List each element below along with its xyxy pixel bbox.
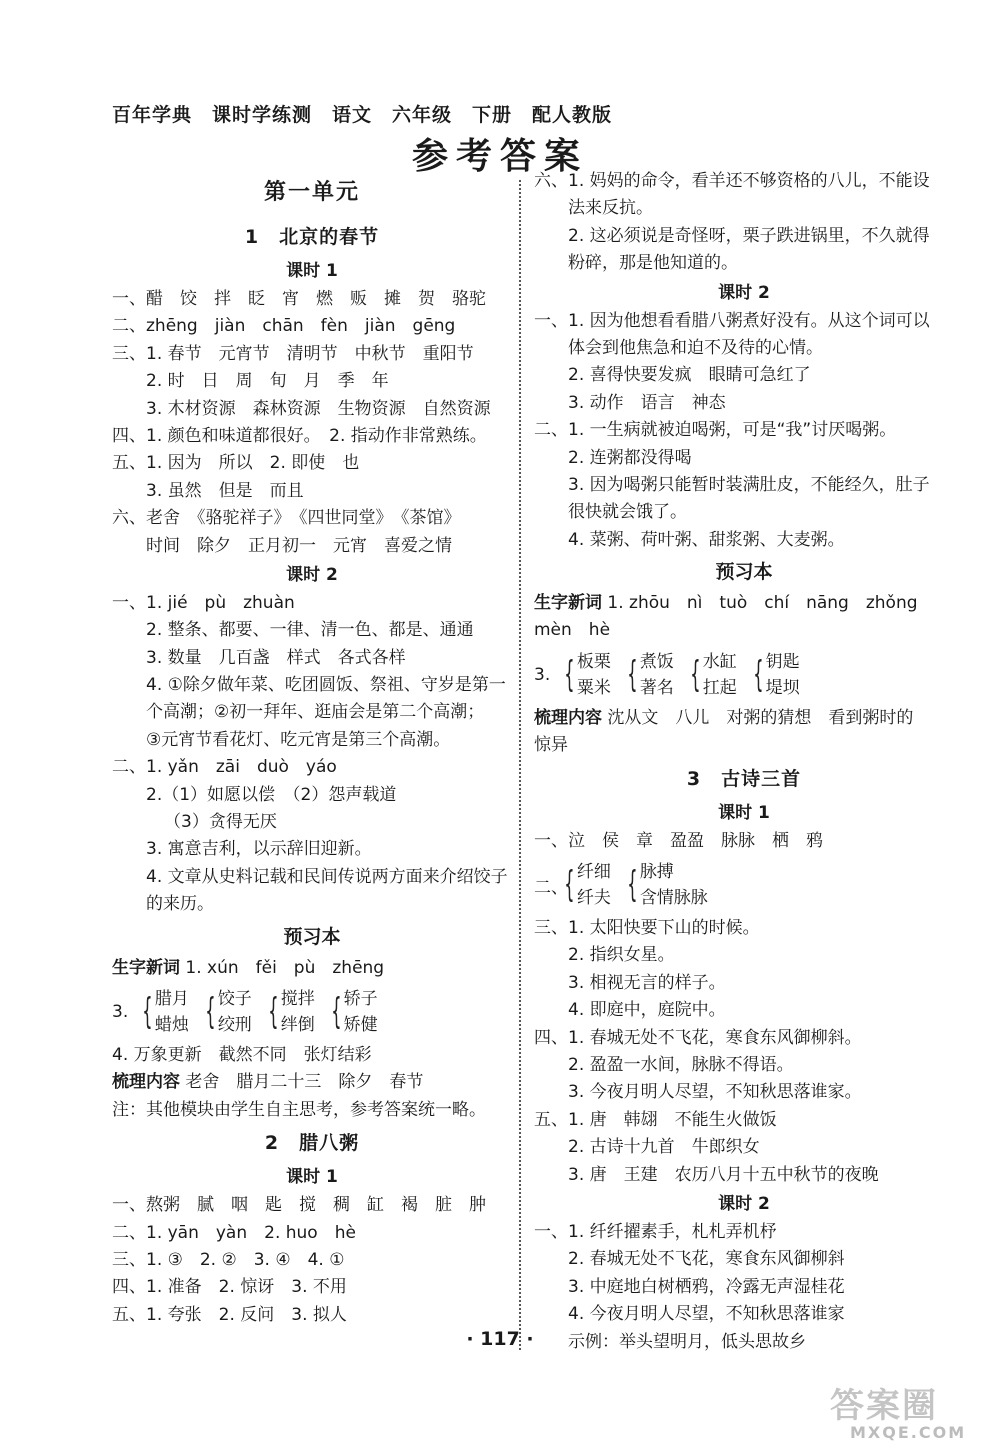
book-header: 百年学典 课时学练测 语文 六年级 下册 配人教版 [112, 104, 613, 126]
answer-line [112, 313, 512, 340]
line-text: 3. 中庭地白树栖鸦，冷露无声湿桂花 [568, 1276, 845, 1297]
class-heading: 课时 2 [718, 1193, 770, 1214]
line-text: 三、1. ③ 2. ② 3. ④ 4. ① [112, 1249, 345, 1270]
group-number: 3. [534, 664, 551, 685]
line-text: 一、1. 因为他想看看腊八粥煮好没有。从这个词可以 [534, 310, 930, 331]
line-text: 很快就会饿了。 [568, 502, 687, 523]
line-text: 4. 文章从史料记载和民间传说两方面来介绍饺子 [146, 866, 508, 887]
line-label: 生字新词 [112, 957, 180, 978]
pair-stack [281, 986, 315, 1038]
brace-glyph: { [627, 864, 638, 906]
group-number: 二、 [534, 877, 568, 898]
pair-word: 扛起 [702, 677, 737, 698]
line-text: 2. 这必须说是奇怪呀，栗子跌进锅里，不久就得 [568, 225, 930, 246]
line-text: 3. 木材资源 森林资源 生物资源 自然资源 [146, 398, 491, 419]
brace-glyph: { [627, 653, 638, 695]
pair-stack [577, 649, 611, 701]
bracket-pair [136, 986, 189, 1038]
bracket-pair [262, 986, 315, 1038]
brace-glyph: { [205, 990, 216, 1032]
watermark-logo [830, 1378, 990, 1440]
bracket-group [112, 984, 512, 1040]
line-text: 4. 即庭中，庭院中。 [568, 1000, 726, 1021]
lesson-heading: 2 腊八粥 [264, 1132, 360, 1155]
answer-line [534, 1107, 954, 1134]
line-text: 注：其他模块由学生自主思考，参考答案统一略。 [112, 1099, 486, 1120]
pair-word: 脉搏 [639, 862, 674, 883]
answer-line [112, 699, 512, 726]
line-text: ③元宵节看花灯、吃元宵是第三个高潮。 [146, 729, 451, 750]
line-text: 2. 喜得快要发疯 眼睛可急红了 [568, 365, 811, 386]
answer-line [534, 617, 954, 644]
bracket-pair [621, 859, 708, 911]
class-heading: 课时 2 [286, 564, 338, 585]
answer-line [534, 828, 954, 855]
bracket-pair [747, 649, 800, 701]
line-text: 3. 唐 王建 农历八月十五中秋节的夜晚 [568, 1164, 879, 1185]
answer-line [534, 499, 954, 526]
answer-line [112, 727, 512, 754]
answer-line [534, 732, 954, 759]
class-heading: 课时 1 [286, 261, 338, 281]
pair-stack [640, 859, 708, 911]
pair-word: 纤夫 [576, 888, 611, 909]
line-text: 3. 今夜月明人尽望，不知秋思落谁家。 [568, 1082, 862, 1103]
line-text: 3. 数量 几百盏 样式 各式各样 [146, 647, 406, 668]
answer-line [112, 864, 512, 891]
answer-line [534, 250, 954, 277]
pair-stack [155, 986, 189, 1038]
line-text: 二、zhēng jiàn chān fèn jiàn gēng [112, 316, 456, 337]
line-text: 时间 除夕 正月初一 元宵 喜爱之情 [146, 535, 452, 556]
line-text: 粉碎，那是他知道的。 [568, 253, 738, 274]
answer-line [534, 1025, 954, 1052]
group-number: 3. [112, 1001, 129, 1022]
line-text: 3. 因为喝粥只能暂时装满肚皮，不能经久，肚子 [568, 474, 930, 495]
brace-glyph: { [690, 653, 701, 695]
pair-stack [640, 649, 674, 701]
answer-line [112, 478, 512, 505]
line-text: 2. 盈盈一水间，脉脉不得语。 [568, 1054, 794, 1075]
lesson-heading: 1 北京的春节 [244, 226, 380, 248]
column-divider [519, 180, 521, 1350]
pair-word: 腊月 [154, 988, 189, 1009]
bracket-group [534, 647, 954, 703]
answer-line [534, 390, 954, 417]
brace-glyph: { [268, 990, 279, 1032]
bracket-pair [558, 649, 611, 701]
watermark-url: MXQE.COM [850, 1423, 967, 1442]
line-text: 4. 菜粥、荷叶粥、甜浆粥、大麦粥。 [568, 529, 845, 550]
line-text: 法来反抗。 [568, 198, 653, 219]
answer-line [112, 1220, 512, 1247]
pair-stack [344, 986, 378, 1038]
answer-line [534, 472, 954, 499]
pair-word: 蜡烛 [154, 1014, 189, 1035]
answer-line [112, 672, 512, 699]
line-text: 2. 春城无处不飞花，寒食东风御柳斜 [568, 1249, 845, 1270]
answer-line [534, 1246, 954, 1273]
page-number: · 117 · [466, 1328, 534, 1350]
line-text: 老舍 腊月二十三 除夕 春节 [185, 1072, 424, 1093]
line-text: （3）贪得无厌 [164, 812, 277, 833]
answer-line [112, 533, 512, 560]
line-text: 2. 指织女星。 [568, 945, 675, 966]
line-text: 一、1. 纤纤擢素手，札札弄机杼 [534, 1221, 777, 1242]
pair-word: 板栗 [576, 651, 611, 672]
answer-line [534, 590, 954, 617]
line-text: 4. ①除夕做年菜、吃团圆饭、祭祖、守岁是第一 [146, 675, 506, 696]
answer-line [534, 1274, 954, 1301]
pair-word: 粟米 [576, 677, 611, 698]
line-text: 四、1. 春城无处不飞花，寒食东风御柳斜。 [534, 1027, 862, 1048]
line-text: 二、1. yān yàn 2. huo hè [112, 1222, 356, 1243]
line-text: 六、1. 妈妈的命令，看羊还不够资格的八儿，不能设 [534, 171, 930, 191]
answer-line [112, 955, 512, 982]
bracket-pair [684, 649, 737, 701]
answer-line [534, 1079, 954, 1106]
section-heading: 预习本 [283, 925, 341, 948]
line-text: 3. 虽然 但是 而且 [146, 480, 304, 501]
pair-word: 矫健 [343, 1014, 378, 1035]
answer-line [112, 1192, 512, 1219]
answer-line [112, 1069, 512, 1096]
answer-line [112, 645, 512, 672]
line-text: 一、醋 饺 拌 眨 宵 燃 贩 摊 贺 骆驼 [112, 289, 486, 309]
line-text: 二、1. 一生病就被迫喝粥，可是“我”讨厌喝粥。 [534, 420, 897, 441]
answer-line [112, 1097, 512, 1124]
line-text: 2.（1）如愿以偿 （2）怨声载道 [146, 784, 397, 805]
page-title: 参考答案 [411, 136, 588, 177]
answer-line [534, 915, 954, 942]
answer-line [112, 286, 512, 313]
pair-word: 轿子 [343, 988, 378, 1009]
answer-line [112, 1274, 512, 1301]
class-heading: 课时 1 [718, 802, 770, 823]
line-text: 二、1. yǎn zāi duò yáo [112, 757, 337, 778]
pair-word: 钥匙 [765, 651, 800, 672]
pair-word: 饺子 [217, 988, 252, 1009]
line-text: 4. 今夜月明人尽望，不知秋思落谁家 [568, 1304, 845, 1325]
line-text: 个高潮；②初一拜年、逛庙会是第二个高潮； [146, 702, 485, 723]
line-text: 四、1. 准备 2. 惊讶 3. 不用 [112, 1277, 347, 1298]
line-text: 的来历。 [146, 894, 214, 915]
brace-glyph: { [564, 864, 575, 906]
bracket-pair [558, 859, 611, 911]
pair-word: 煮饭 [639, 651, 674, 672]
pair-word: 绞刑 [217, 1014, 252, 1035]
answer-line [112, 782, 512, 809]
answer-line [112, 450, 512, 477]
line-text: 2. 连粥都没得喝 [568, 447, 692, 468]
answer-line [534, 1301, 954, 1328]
pair-word: 纤细 [576, 862, 611, 883]
line-text: 五、1. 唐 韩翃 不能生火做饭 [534, 1109, 777, 1130]
unit-heading: 第一单元 [263, 180, 360, 205]
pair-word: 绊倒 [280, 1014, 315, 1035]
bracket-group [534, 857, 954, 913]
right-column [534, 168, 954, 1356]
answer-line [534, 168, 954, 195]
section-heading: 预习本 [715, 561, 773, 584]
answer-line [534, 942, 954, 969]
line-text: 四、1. 颜色和味道都很好。 2. 指动作非常熟练。 [112, 425, 487, 446]
brace-glyph: { [331, 990, 342, 1032]
brace-glyph: { [564, 653, 575, 695]
line-text: 沈从文 八儿 对粥的猜想 看到粥时的 [607, 707, 914, 728]
line-text: 4. 万象更新 截然不同 张灯结彩 [112, 1044, 372, 1065]
line-text: 2. 时 日 周 旬 月 季 年 [146, 371, 389, 392]
pair-stack [218, 986, 252, 1038]
line-label: 梳理内容 [112, 1072, 180, 1093]
line-text: 三、1. 太阳快要下山的时候。 [534, 918, 760, 939]
answer-line [112, 341, 512, 368]
line-text: 1. zhōu nì tuò chí nāng zhǒng [607, 593, 918, 614]
line-text: 五、1. 夸张 2. 反问 3. 拟人 [112, 1304, 347, 1325]
line-text: 体会到他焦急和迫不及待的心情。 [568, 337, 823, 358]
line-label: 梳理内容 [534, 707, 602, 728]
line-text: 一、泣 侯 章 盈盈 脉脉 栖 鸦 [534, 830, 823, 851]
answer-line [534, 195, 954, 222]
watermark-text: 答案圈 [830, 1386, 938, 1426]
class-heading: 课时 2 [718, 282, 770, 303]
lesson-heading: 3 古诗三首 [686, 767, 802, 790]
answer-line [112, 423, 512, 450]
pair-word: 著名 [639, 677, 674, 698]
answer-line [534, 1134, 954, 1161]
line-text: 三、1. 春节 元宵节 清明节 中秋节 重阳节 [112, 343, 474, 364]
answer-line [534, 445, 954, 472]
answer-line [534, 335, 954, 362]
line-text: 一、熬粥 腻 咽 匙 搅 稠 缸 褐 脏 肿 [112, 1195, 486, 1216]
pair-word: 含情脉脉 [639, 888, 708, 909]
pair-word: 水缸 [702, 651, 737, 672]
answer-line [534, 362, 954, 389]
answer-line [112, 505, 512, 532]
bracket-pair [621, 649, 674, 701]
pair-stack [577, 859, 611, 911]
bracket-pair [199, 986, 252, 1038]
line-text: 2. 整条、都要、一律、清一色、都是、通通 [146, 620, 474, 641]
answer-line [534, 308, 954, 335]
left-column [112, 168, 512, 1329]
pair-stack [703, 649, 737, 701]
answer-line [534, 527, 954, 554]
answer-line [534, 970, 954, 997]
pair-stack [766, 649, 800, 701]
line-text: 3. 动作 语言 神态 [568, 392, 726, 413]
answer-line [112, 617, 512, 644]
line-text: 惊异 [534, 735, 568, 756]
class-heading: 课时 1 [286, 1167, 338, 1188]
line-text: 六、老舍 《骆驼祥子》 《四世同堂》 《茶馆》 [112, 508, 461, 529]
line-text: 3. 相视无言的样子。 [568, 972, 726, 993]
line-text: 1. xún fěi pù zhēng [185, 957, 385, 978]
brace-glyph: { [142, 990, 153, 1032]
answer-line [112, 368, 512, 395]
answer-line [112, 1247, 512, 1274]
line-text: 一、1. jié pù zhuàn [112, 592, 295, 613]
line-text: 3. 寓意吉利，以示辞旧迎新。 [146, 839, 372, 860]
answer-line [112, 809, 512, 836]
answer-line [534, 223, 954, 250]
answer-line [534, 417, 954, 444]
pair-word: 堤坝 [765, 677, 800, 698]
answer-line [534, 1162, 954, 1189]
line-text: 示例：举头望明月，低头思故乡 [568, 1331, 806, 1352]
brace-glyph: { [753, 653, 764, 695]
line-label: 生字新词 [534, 593, 602, 614]
answer-line [534, 705, 954, 732]
answer-line [534, 997, 954, 1024]
answer-line [112, 754, 512, 781]
answer-line [534, 1219, 954, 1246]
answer-line [112, 590, 512, 617]
line-text: 五、1. 因为 所以 2. 即使 也 [112, 453, 360, 474]
answer-line [112, 836, 512, 863]
answer-line [534, 1052, 954, 1079]
answer-line [112, 1302, 512, 1329]
answer-line [112, 396, 512, 423]
pair-word: 搅拌 [280, 988, 315, 1009]
bracket-pair [325, 986, 378, 1038]
line-text: mèn hè [534, 620, 611, 641]
answer-line [112, 1042, 512, 1069]
line-text: 2. 古诗十九首 牛郎织女 [568, 1137, 760, 1158]
answer-line [112, 891, 512, 918]
